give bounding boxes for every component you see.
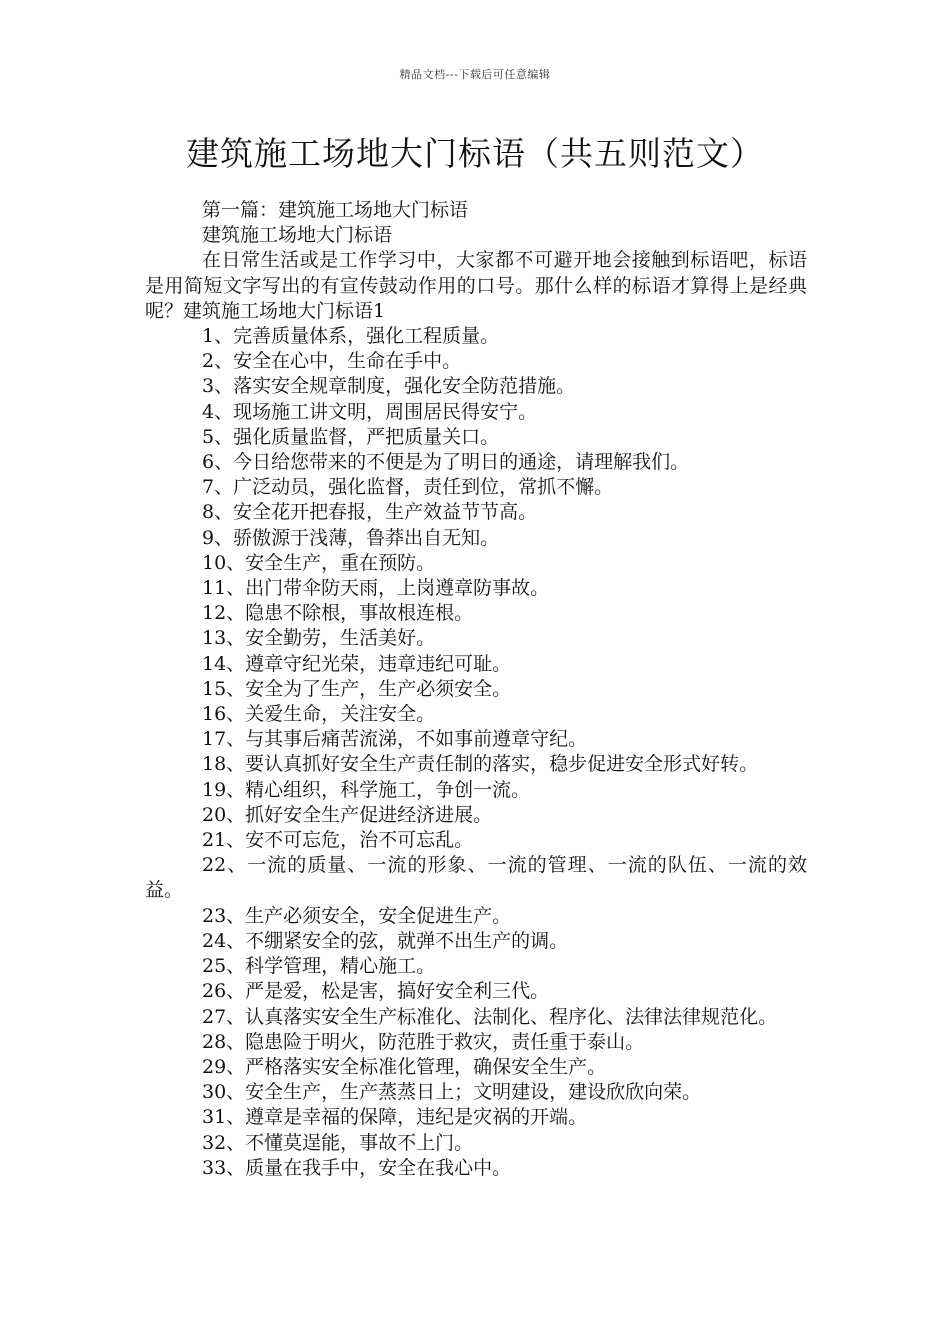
- body-paragraph: 21、安不可忘危，治不可忘乱。: [202, 829, 474, 852]
- body-paragraph: 7、广泛动员，强化监督，责任到位，常抓不懈。: [202, 476, 614, 499]
- body-paragraph: 18、要认真抓好安全生产责任制的落实，稳步促进安全形式好转。: [202, 753, 759, 776]
- body-paragraph: 19、精心组织，科学施工，争创一流。: [202, 778, 531, 801]
- body-paragraph: 在日常生活或是工作学习中，大家都不可避开地会接触到标语吧，标语是用简短文字写出的有宣传鼓动作用的口号。那什么样的标语才算得上是经典呢？建筑施工场地大门标语1: [145, 249, 807, 322]
- body-paragraph: 17、与其事后痛苦流涕，不如事前遵章守纪。: [202, 728, 588, 751]
- body-paragraph: 1、完善质量体系，强化工程质量。: [202, 325, 500, 348]
- body-paragraph: 25、科学管理，精心施工。: [202, 955, 436, 978]
- body-paragraph: 27、认真落实安全生产标准化、法制化、程序化、法律法律规范化。: [202, 1005, 778, 1028]
- body-paragraph: 11、出门带伞防天雨，上岗遵章防事故。: [202, 577, 550, 600]
- body-paragraph: 建筑施工场地大门标语: [202, 224, 393, 247]
- document-body: [145, 198, 807, 1181]
- body-paragraph: 31、遵章是幸福的保障，违纪是灾祸的开端。: [202, 1106, 588, 1129]
- body-paragraph: 2、安全在心中，生命在手中。: [202, 350, 462, 373]
- body-paragraph: 22、一流的质量、一流的形象、一流的管理、一流的队伍、一流的效益。: [145, 854, 807, 902]
- body-paragraph: 16、关爱生命，关注安全。: [202, 703, 436, 726]
- body-paragraph: 第一篇：建筑施工场地大门标语: [202, 199, 469, 221]
- body-paragraph: 8、安全花开把春报，生产效益节节高。: [202, 501, 538, 524]
- document-title: 建筑施工场地大门标语（共五则范文）: [186, 134, 764, 173]
- body-paragraph: 4、现场施工讲文明，周围居民得安宁。: [202, 400, 538, 423]
- body-paragraph: 12、隐患不除根，事故根连根。: [202, 602, 474, 625]
- body-paragraph: 33、质量在我手中，安全在我心中。: [202, 1156, 512, 1179]
- body-paragraph: 24、不绷紧安全的弦，就弹不出生产的调。: [202, 929, 569, 952]
- header-note: 精品文档---下载后可任意编辑: [399, 68, 551, 81]
- body-paragraph: 5、强化质量监督，严把质量关口。: [202, 425, 500, 448]
- body-paragraph: 10、安全生产，重在预防。: [202, 551, 436, 574]
- body-paragraph: 15、安全为了生产，生产必须安全。: [202, 677, 512, 700]
- body-paragraph: 20、抓好安全生产促进经济进展。: [202, 803, 493, 826]
- body-paragraph: 9、骄傲源于浅薄，鲁莽出自无知。: [202, 526, 500, 549]
- body-paragraph: 28、隐患险于明火，防范胜于救灾，责任重于泰山。: [202, 1030, 645, 1053]
- body-paragraph: 6、今日给您带来的不便是为了明日的通途，请理解我们。: [202, 451, 690, 474]
- body-paragraph: 14、遵章守纪光荣，违章违纪可耻。: [202, 652, 512, 675]
- body-paragraph: 30、安全生产，生产蒸蒸日上；文明建设，建设欣欣向荣。: [202, 1081, 702, 1104]
- body-paragraph: 32、不懂莫逞能，事故不上门。: [202, 1131, 474, 1154]
- body-paragraph: 13、安全勤劳，生活美好。: [202, 627, 436, 650]
- body-paragraph: 29、严格落实安全标准化管理，确保安全生产。: [202, 1055, 607, 1078]
- body-paragraph: 3、落实安全规章制度，强化安全防范措施。: [202, 375, 576, 398]
- body-paragraph: 23、生产必须安全，安全促进生产。: [202, 904, 512, 927]
- body-paragraph: 26、严是爱，松是害，搞好安全利三代。: [202, 980, 550, 1003]
